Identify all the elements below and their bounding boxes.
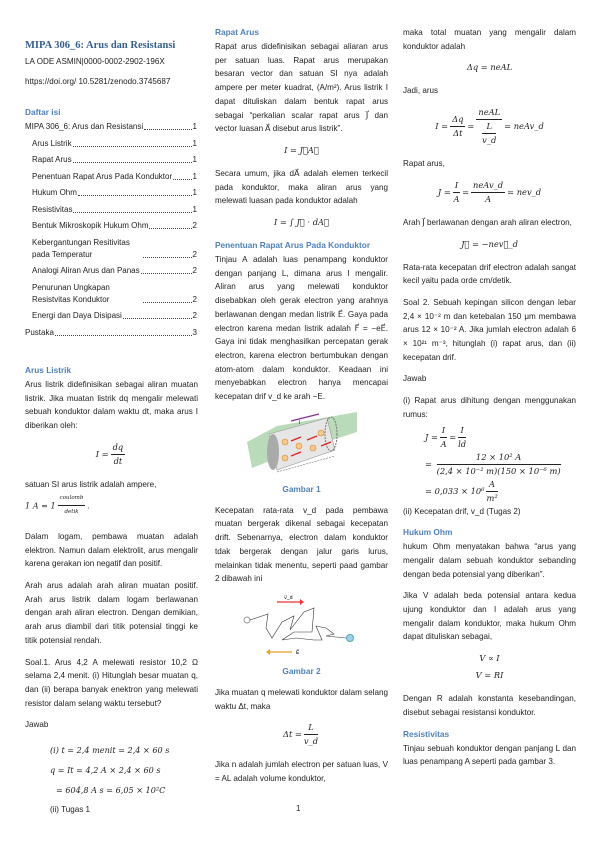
toc-entry[interactable] — [25, 187, 197, 199]
paragraph: Arah J⃗ berlawanan dengan arah aliran electron, — [403, 217, 572, 227]
toc-entry[interactable] — [25, 237, 197, 261]
toc-entry-label: Bentuk Mikroskopik Hukum Ohm — [32, 221, 149, 230]
figure-1-caption: Gambar 1 — [282, 483, 321, 494]
equation-current: I = $\frac{dq}{dt}$ — [95, 441, 124, 466]
paragraph: Jika V adalah beda potensial antara kedua ujung konduktor dan I adalah arus yang mengalir dalam konduktor, maka hukum Ohm dapat dituliskan sebagai, — [403, 591, 576, 642]
toc-entry-page: 2 — [192, 266, 197, 275]
toc-entry-page: 2 — [192, 221, 197, 230]
equation: V ∝ I — [479, 653, 500, 664]
column-right — [403, 26, 576, 777]
toc-entry[interactable] — [25, 327, 197, 339]
toc-entry-page: 3 — [192, 327, 197, 337]
paragraph: (ii) Kecepatan drif, v_d (Tugas 2) — [403, 506, 521, 516]
paragraph: Rata-rata kecepatan drif electron adalah sangat kecil yaitu pada orde cm/detik. — [403, 262, 576, 286]
column-middle — [215, 26, 388, 794]
toc-entry-page: 1 — [192, 122, 197, 131]
toc-entry-label: Hukum Ohm — [32, 188, 77, 197]
paragraph: Rapat arus, — [403, 159, 445, 169]
document-title: MIPA 306_6: Arus dan Resistansi — [25, 40, 176, 51]
paragraph: Secara umum, jika dA⃗ adalah elemen terkecil pada konduktor, maka aliran arus yang melewati luasan pada konduktor adalah — [215, 168, 388, 206]
paragraph: Soal.1. Arus 4,2 A melewati resistor 10,2 Ω selama 2,4 menit. (i) Hitunglah besar muatan q, dan (ii) berapa banyak enektron yang melewati resistor dalam selang waktu tersebut? — [25, 657, 198, 708]
paragraph: (i) Rapat arus dihitung dengan menggunakan rumus: — [403, 396, 576, 419]
page-number: 1 — [296, 804, 301, 813]
paragraph: Jika muatan q melewati konduktor dalam selang waktu Δt, maka — [215, 687, 388, 711]
label-field: E⃗ — [295, 649, 299, 656]
toc-leader — [173, 179, 191, 180]
equation: I = ∫ J⃗ · dA⃗ — [274, 217, 329, 228]
toc-entry-page: 1 — [192, 138, 197, 148]
toc-leader — [143, 302, 192, 303]
toc-leader — [143, 257, 192, 258]
figure-1-conductor — [247, 412, 357, 478]
toc-entry[interactable] — [25, 282, 197, 306]
toc-heading: Daftar isi — [25, 107, 61, 117]
toc-entry-label: Pustaka — [25, 327, 54, 337]
paragraph: hukum Ohm menyatakan bahwa “arus yang mengalir dalam sebuah konduktor sebanding dengan beda potensial yang diberikan”. — [403, 542, 576, 579]
author-line: LA ODE ASMIN|0000-0002-2902-196X — [25, 57, 165, 66]
equation: Δq = neAL — [466, 62, 513, 73]
equation: I = J⃗A⃗ — [284, 144, 319, 155]
toc-entry[interactable] — [25, 154, 197, 166]
paragraph: Arus listrik didefinisikan sebagai aliran muatan listrik. Jika muatan listrik dq mengalir melewati sebuah konduktor dalam waktu dt, maka arus I diberikan oleh: — [25, 380, 198, 431]
toc-entry[interactable] — [25, 121, 197, 133]
toc-entry-label: Arus Listrik — [32, 138, 72, 148]
table-of-contents — [25, 121, 197, 343]
toc-entry[interactable] — [25, 204, 197, 216]
toc-leader — [141, 273, 192, 274]
paragraph: Jika n adalah jumlah electron per satuan luas, V = AL adalah volume konduktor, — [215, 760, 388, 784]
label-drift-velocity: v⃗_d — [283, 594, 293, 601]
paragraph: Dengan R adalah konstanta kesebandingan, disebut sebagai resistansi konduktor. — [403, 694, 576, 717]
answer-block: (i) t = 2,4 menit = 2,4 × 60 s q = It = 4,2 A × 2,4 × 60 s = 604,8 A s = 6,05 × 10²C (ii) Tugas 1 — [50, 745, 170, 815]
toc-entry-label: Penurunan Ungkapan Resistvitas Konduktor — [32, 282, 110, 304]
section-heading-arus-listrik: Arus Listrik — [25, 365, 72, 375]
paragraph: Arah arus adalah arah aliran muatan positif. Arah arus listrik dalam logam berlawanan dengan arah aliran electron. Dengan demikian, arah arus diambil dari titik potensial tinggi ke titik potensial rendah. — [25, 581, 198, 645]
paragraph: Dalam logam, pembawa muatan adalah elektron. Namun dalam elektrolit, arus mengalir karena gerakan ion negatif dan positif. — [25, 531, 198, 569]
section-heading-penentuan: Penentuan Rapat Arus Pada Konduktor — [215, 240, 371, 251]
paragraph: Jawab — [25, 720, 49, 730]
equation-delta-t: Δt = $\frac{L}{v\_d}$ — [282, 722, 319, 747]
paragraph: Jadi, arus — [403, 86, 439, 96]
section-heading-hukum-ohm: Hukum Ohm — [403, 527, 453, 538]
doi-link[interactable]: https://doi.org/ 10.5281/zenodo.3745687 — [25, 77, 171, 86]
toc-entry-page: 2 — [192, 249, 197, 259]
toc-entry-page: 1 — [192, 188, 197, 197]
toc-leader — [73, 162, 192, 163]
toc-entry-label: Energi dan Daya Disipasi — [32, 311, 122, 320]
toc-leader — [73, 146, 192, 147]
toc-entry-label: Penentuan Rapat Arus Pada Konduktor — [32, 171, 173, 181]
toc-leader — [78, 195, 192, 196]
toc-entry[interactable] — [25, 265, 197, 277]
paragraph: Tinjau sebuah konduktor dengan panjang L dan luas penampang A seperti pada gambar 3. — [403, 743, 576, 767]
toc-entry[interactable] — [25, 310, 197, 322]
figure-2-caption: Gambar 2 — [282, 665, 321, 676]
toc-entry-label: MIPA 306_6: Arus dan Resistansi — [25, 122, 144, 131]
section-heading-rapat-arus: Rapat Arus — [215, 27, 259, 37]
section-heading-resistivitas: Resistivitas — [403, 728, 450, 739]
equation-current-density: J = $\frac{I}{A}$ = neAv_d A = nev_d — [437, 179, 542, 204]
paragraph: Kecepatan rata-rata v_d pada pembawa muatan bergerak dikenal sebagai kecepatan drift. Sebenarnya, electron dalam konduktor tdak bergerak dengan jalur garis lurus, melainkan tidak menentu, seperti paad gambar 2 dibawah ini — [215, 505, 388, 584]
equation: J⃗ = −nev⃗_d — [461, 238, 518, 249]
toc-entry[interactable] — [25, 220, 197, 232]
label-current: I — [298, 419, 300, 426]
toc-entry[interactable] — [25, 171, 197, 183]
paragraph: Rapat arus didefinisikan sebagai aliaran arus per satuan luas. Rapat arus merupakan besaran vector dan satuan SI nya adalah ampere per meter kuadrat, (A/m²). Arus listrik I dapat dituliskan dalam bentuk rapat arus sebagai “perkalian scalar rapat arus J⃗ dan vector luasan A⃗ disebut arus listrik”. — [215, 42, 388, 134]
toc-leader — [73, 212, 191, 213]
toc-leader — [149, 228, 191, 229]
equation-solution: J = $\frac{I}{A}$ = $\frac{I}{ld}$ = $\frac{\text{12 × 10² A}}{\text{(2,4 × 10⁻² m)(150 × 10⁻⁶ m)}}$ = 0,033 × 10⁶ $\frac{A}{\text{m²}}$ — [425, 424, 561, 503]
toc-entry-label: Resistivitas — [32, 204, 73, 214]
paragraph: Jawab — [403, 374, 427, 384]
toc-entry-page: 2 — [192, 311, 197, 320]
equation: V = RI — [475, 670, 504, 681]
toc-entry-page: 1 — [192, 204, 197, 214]
paragraph: maka total muatan yang mengalir dalam konduktor adalah — [403, 28, 576, 51]
paragraph: Tinjau A adalah luas penampang konduktor dengan panjang L, dimana arus I mengalir. Aliran arus yang melewati konduktor disebabkan oleh gerak electron yang arahnya berlawanan dengan medan listrik E⃗. Gaya pada electron karena medan listrik adalah F⃗ = −eE⃗. Gaya ini tidak menghasilkan percepatan gerak electron, karena electron bertumbukan dengan atom-atom dalam konduktor. Keadaan ini menyebabkan electron hanya mencapai kecepatan drif v_d ke arah −E. — [215, 255, 388, 402]
equation-current-drift: I = $\frac{\Delta q}{\Delta t}$ = neAL $\frac{L}{v\_d}$ = neAv_d — [435, 107, 544, 146]
paragraph: Soal 2. Sebuah kepingan silicon dengan lebar 2,4 × 10⁻² m dan ketebalan 150 μm membawa arus 12 × 10⁻² A. Jika jumlah electron adalah 6 × 10²¹ m⁻³, hitunglah (i) rapat arus, dan (ii) kecepatan drif. — [403, 297, 576, 362]
toc-entry-page: 2 — [192, 294, 197, 304]
toc-leader — [123, 318, 192, 319]
toc-entry-label: Kebergantungan Resitivitas pada Temperatur — [32, 237, 130, 259]
toc-entry-label: Analogi Aliran Arus dan Panas — [32, 266, 140, 275]
toc-leader — [144, 129, 191, 130]
toc-entry-page: 1 — [192, 155, 197, 164]
toc-entry-label: Rapat Arus — [32, 155, 72, 164]
toc-leader — [55, 335, 192, 336]
toc-entry-page: 1 — [192, 171, 197, 181]
figure-2-electron-path — [242, 594, 362, 660]
toc-entry[interactable] — [25, 138, 197, 150]
paragraph: satuan SI arus listrik adalah ampere, 1 A = 1 coulomb detik . — [25, 479, 157, 516]
